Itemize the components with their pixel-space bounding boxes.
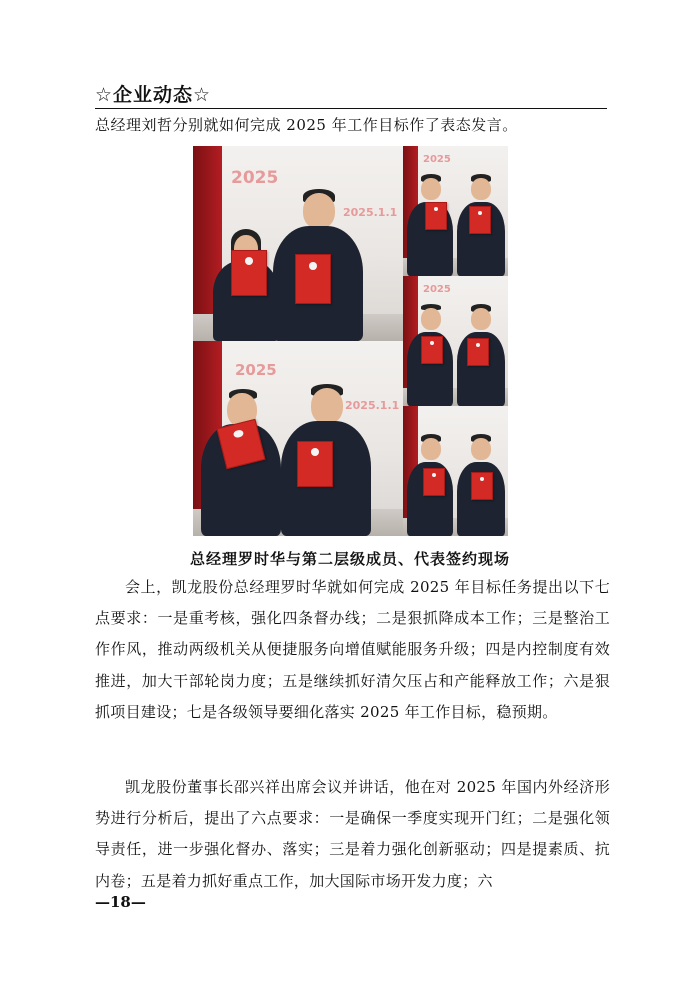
photo-banner-date: 2025.1.1 bbox=[345, 399, 400, 412]
red-folder bbox=[471, 472, 493, 500]
red-folder bbox=[421, 336, 443, 364]
intro-line: 总经理刘哲分别就如何完成 2025 年工作目标作了表态发言。 bbox=[95, 116, 518, 134]
red-folder bbox=[467, 338, 489, 366]
body-paragraph: 会上，凯龙股份总经理罗时华就如何完成 2025 年目标任务提出以下七点要求：一是重考核，强化四条督办线；二是狠抓降成本工作；三是整治工作作风，推动两级机关从便捷服务向增值赋能服务升级；四是内控制度有效推进，加大干部轮岗力度；五是继续抓好清欠压占和产能释放工作；六是狠抓项目建设；七是各级领导要细化落实 2025 年工作目标，稳预期。 bbox=[95, 578, 610, 721]
section-header-title: ☆企业动态☆ bbox=[95, 84, 212, 106]
photo-signing-4 bbox=[403, 276, 508, 406]
photo-banner-year: 2025 bbox=[235, 361, 277, 379]
photo-collage bbox=[193, 146, 508, 536]
photo-banner-year: 2025 bbox=[423, 154, 451, 165]
photo-signing-1 bbox=[193, 146, 403, 341]
photo-banner-date: 2025.1.1 bbox=[343, 206, 398, 219]
page-number: —18— bbox=[95, 893, 146, 911]
photo-banner-year: 2025 bbox=[231, 168, 279, 188]
red-folder bbox=[425, 202, 447, 230]
red-folder bbox=[295, 254, 331, 304]
photo-signing-5 bbox=[403, 406, 508, 536]
red-folder bbox=[423, 468, 445, 496]
red-folder bbox=[469, 206, 491, 234]
header-rule bbox=[95, 108, 607, 109]
red-folder bbox=[231, 250, 267, 296]
body-paragraph: 凯龙股份董事长邵兴祥出席会议并讲话，他在对 2025 年国内外经济形势进行分析后，提出了六点要求：一是确保一季度实现开门红；二是强化领导责任，进一步强化督办、落实；三是着力强化创新驱动；四是提素质、抗内卷；五是着力抓好重点工作，加大国际市场开发力度；六 bbox=[95, 778, 610, 890]
photo-signing-2 bbox=[193, 341, 403, 536]
photo-banner-year: 2025 bbox=[423, 284, 451, 295]
photo-signing-3 bbox=[403, 146, 508, 276]
photo-caption: 总经理罗时华与第二层级成员、代表签约现场 bbox=[189, 550, 510, 568]
red-folder bbox=[297, 441, 333, 487]
